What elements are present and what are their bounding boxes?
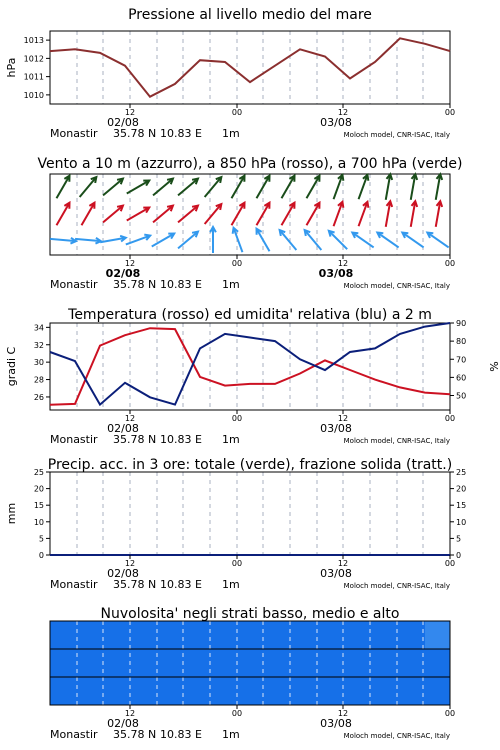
x-date-label: 03/08 (320, 116, 352, 129)
station-lat: 35.78 N (113, 578, 157, 591)
plot-frame (50, 31, 450, 104)
x-tick-label: 00 (444, 414, 456, 423)
wind-barb (210, 227, 216, 253)
x-date-label: 02/08 (107, 567, 139, 580)
station-lon: 10.83 E (160, 278, 202, 291)
x-date-label: 03/08 (318, 267, 354, 280)
wind-barb (359, 202, 369, 226)
x-tick-label: 12 (337, 259, 349, 268)
wind-barb (411, 201, 417, 227)
x-tick-label: 00 (231, 709, 243, 718)
cloud-chart (50, 606, 455, 741)
plot-frame (50, 472, 450, 555)
x-tick-label: 12 (124, 259, 136, 268)
y-tick-label: 1011 (23, 72, 44, 82)
cloud-cell (125, 621, 151, 649)
x-tick-label: 12 (124, 709, 136, 718)
cloud-cell (150, 649, 176, 677)
x-tick-label: 00 (231, 259, 243, 268)
wind-barb (305, 230, 322, 250)
cloud-cell (400, 621, 426, 649)
temperature-chart (5, 307, 500, 446)
wind-barb (75, 238, 101, 244)
y-tick-label-right: 70 (456, 355, 467, 365)
x-tick-label: 00 (444, 559, 456, 568)
pressure-line (50, 38, 450, 96)
station-name: Monastir (50, 578, 98, 591)
cloud-cell (225, 621, 251, 649)
x-date-label: 03/08 (320, 422, 352, 435)
wind-shaft (257, 176, 270, 199)
wind-barb (232, 176, 245, 199)
wind-barb (57, 203, 70, 226)
cloud-cell (100, 677, 126, 705)
wind-shaft (232, 176, 245, 199)
y-tick-label: 5 (38, 534, 44, 544)
pressure-chart (5, 7, 455, 140)
cloud-cell (375, 677, 401, 705)
wind-barb (307, 203, 320, 226)
chart-title: Nuvolosita' negli strati basso, medio e alto (100, 606, 400, 622)
station-lon: 10.83 E (160, 728, 202, 741)
wind-barb (178, 232, 198, 249)
y-tick-label: 34 (33, 323, 44, 333)
wind-barb (50, 238, 76, 244)
station-name: Monastir (50, 278, 98, 291)
wind-barb (334, 175, 344, 199)
wind-shaft (178, 232, 198, 249)
y-tick-label: 1012 (23, 54, 44, 64)
wind-barb (386, 201, 392, 227)
model-credit: Moloch model, CNR-ISAC, Italy (343, 131, 450, 139)
cloud-cell (325, 649, 351, 677)
wind-shaft (153, 206, 173, 223)
y-tick-label-right: 20 (456, 484, 467, 494)
wind-barb (282, 176, 295, 199)
cloud-cell (75, 649, 101, 677)
wind-barb (307, 176, 320, 199)
wind-barb (359, 175, 369, 199)
station-elevation: 1m (222, 728, 240, 741)
y-tick-label-right: 50 (456, 391, 467, 401)
cloud-cell (75, 621, 101, 649)
cloud-cell (175, 621, 201, 649)
cloud-cell (200, 677, 226, 705)
x-tick-label: 12 (124, 559, 136, 568)
wind-barb (257, 176, 270, 199)
wind-shaft (178, 206, 198, 223)
x-date-label: 02/08 (107, 116, 139, 129)
cloud-cell (425, 677, 451, 705)
y-axis-label: gradi C (5, 346, 18, 387)
x-date-label: 03/08 (320, 567, 352, 580)
x-tick-label: 00 (444, 709, 456, 718)
station-elevation: 1m (222, 433, 240, 446)
wind-barb (126, 235, 150, 245)
wind-shaft (57, 176, 70, 199)
y-tick-label: 28 (33, 375, 44, 385)
cloud-cell (150, 621, 176, 649)
y-tick-label-right: 60 (456, 373, 467, 383)
station-lon: 10.83 E (160, 578, 202, 591)
cloud-cell (100, 621, 126, 649)
cloud-cell (175, 649, 201, 677)
cloud-cell (275, 621, 301, 649)
x-tick-label: 12 (337, 559, 349, 568)
cloud-cell (350, 677, 376, 705)
y-tick-label-right: 25 (456, 468, 467, 477)
y-axis-label: mm (5, 502, 18, 525)
model-credit: Moloch model, CNR-ISAC, Italy (343, 582, 450, 590)
precip-chart (5, 457, 466, 591)
wind-barb (80, 177, 97, 197)
x-tick-label: 12 (337, 709, 349, 718)
y-tick-label-right: 90 (456, 319, 467, 328)
y-tick-label: 0 (38, 551, 44, 560)
y-tick-label: 20 (33, 484, 44, 494)
cloud-cell (300, 649, 326, 677)
cloud-cell (175, 677, 201, 705)
wind-barb (427, 233, 448, 248)
wind-shaft (307, 176, 320, 199)
y-tick-label: 30 (33, 358, 44, 368)
wind-barb (82, 203, 95, 226)
station-name: Monastir (50, 728, 98, 741)
cloud-cell (275, 677, 301, 705)
cloud-cell (325, 677, 351, 705)
y-tick-label-right: 80 (456, 337, 467, 347)
chart-title: Temperatura (rosso) ed umidita' relativa (blu) a 2 m (68, 307, 432, 323)
x-tick-label: 12 (337, 414, 349, 423)
cloud-cell (50, 677, 76, 705)
wind-barb (233, 228, 243, 252)
station-elevation: 1m (222, 578, 240, 591)
y-tick-label-right: 15 (456, 501, 467, 511)
x-tick-label: 12 (337, 108, 349, 117)
wind-barb (232, 203, 245, 226)
y-tick-label: 15 (33, 501, 44, 511)
cloud-cell (75, 677, 101, 705)
wind-chart (37, 156, 462, 291)
wind-barb (329, 231, 347, 249)
cloud-cell (250, 621, 276, 649)
station-name: Monastir (50, 127, 98, 140)
wind-barb (377, 233, 398, 248)
x-tick-label: 00 (444, 259, 456, 268)
cloud-cell (100, 649, 126, 677)
wind-barb (280, 230, 297, 250)
x-tick-label: 12 (124, 108, 136, 117)
cloud-cell (300, 677, 326, 705)
wind-barb (205, 177, 222, 197)
model-credit: Moloch model, CNR-ISAC, Italy (343, 282, 450, 290)
wind-barb (282, 203, 295, 226)
wind-barb (334, 202, 344, 226)
wind-shaft (178, 179, 198, 196)
cloud-cell (250, 677, 276, 705)
wind-barb (103, 206, 123, 223)
wind-barb (411, 174, 417, 200)
cloud-cell (200, 649, 226, 677)
wind-shaft (427, 233, 448, 248)
wind-barb (178, 206, 198, 223)
wind-shaft (282, 203, 295, 226)
cloud-cell (325, 621, 351, 649)
wind-barb (205, 204, 222, 224)
y-tick-label: 26 (33, 392, 44, 402)
x-tick-label: 00 (231, 108, 243, 117)
wind-shaft (103, 179, 123, 196)
wind-barb (103, 179, 123, 196)
wind-shaft (307, 203, 320, 226)
x-date-label: 02/08 (107, 717, 139, 730)
x-date-label: 02/08 (105, 267, 141, 280)
wind-shaft (282, 176, 295, 199)
wind-barb (436, 174, 442, 200)
cloud-cell (425, 649, 451, 677)
wind-barb (153, 179, 173, 196)
wind-barb (178, 179, 198, 196)
chart-title: Pressione al livello medio del mare (128, 7, 372, 23)
station-lon: 10.83 E (160, 433, 202, 446)
station-lat: 35.78 N (113, 728, 157, 741)
y-tick-label-right: 5 (456, 534, 462, 544)
wind-shaft (57, 203, 70, 226)
station-lat: 35.78 N (113, 127, 157, 140)
wind-barb (152, 234, 175, 247)
y-tick-label: 1010 (23, 90, 44, 100)
wind-shaft (205, 204, 222, 224)
x-tick-label: 00 (444, 108, 456, 117)
cloud-cell (350, 621, 376, 649)
x-tick-label: 12 (124, 414, 136, 423)
model-credit: Moloch model, CNR-ISAC, Italy (343, 437, 450, 445)
wind-shaft (80, 177, 97, 197)
wind-shaft (153, 179, 173, 196)
cloud-cell (400, 649, 426, 677)
humidity-line (50, 323, 450, 405)
wind-barb (57, 176, 70, 199)
wind-shaft (280, 230, 297, 250)
x-date-label: 03/08 (320, 717, 352, 730)
cloud-cell (125, 677, 151, 705)
cloud-cell (300, 621, 326, 649)
wind-shaft (205, 177, 222, 197)
station-lat: 35.78 N (113, 278, 157, 291)
wind-shaft (82, 203, 95, 226)
chart-title: Precip. acc. in 3 ore: totale (verde), frazione solida (tratt.) (47, 457, 453, 473)
cloud-cell (150, 677, 176, 705)
y-tick-label: 25 (33, 468, 44, 477)
wind-barb (153, 206, 173, 223)
station-elevation: 1m (222, 127, 240, 140)
chart-title: Vento a 10 m (azzurro), a 850 hPa (rosso), a 700 hPa (verde) (37, 156, 463, 172)
wind-barb (386, 174, 392, 200)
cloud-cell (200, 621, 226, 649)
wind-barb (402, 233, 423, 248)
y-tick-label-right: 10 (456, 517, 467, 527)
y-axis-label-right: % (487, 361, 500, 372)
y-tick-label: 10 (33, 517, 44, 527)
x-tick-label: 00 (231, 414, 243, 423)
y-tick-label: 1013 (23, 36, 44, 46)
y-tick-label-right: 0 (456, 551, 462, 560)
wind-shaft (329, 231, 347, 249)
wind-shaft (232, 203, 245, 226)
cloud-cell (425, 621, 451, 649)
wind-shaft (377, 233, 398, 248)
station-name: Monastir (50, 433, 98, 446)
wind-barb (100, 236, 126, 242)
cloud-cell (50, 649, 76, 677)
y-tick-label: 32 (33, 340, 44, 350)
wind-barb (436, 201, 442, 227)
wind-shaft (402, 233, 423, 248)
cloud-cell (350, 649, 376, 677)
cloud-cell (125, 649, 151, 677)
x-tick-label: 00 (231, 559, 243, 568)
cloud-cell (225, 649, 251, 677)
station-lat: 35.78 N (113, 433, 157, 446)
x-date-label: 02/08 (107, 422, 139, 435)
cloud-cell (225, 677, 251, 705)
cloud-cell (275, 649, 301, 677)
cloud-cell (375, 621, 401, 649)
y-axis-label: hPa (5, 57, 18, 78)
station-elevation: 1m (222, 278, 240, 291)
wind-shaft (103, 206, 123, 223)
cloud-cell (400, 677, 426, 705)
cloud-cell (50, 621, 76, 649)
wind-shaft (152, 234, 175, 247)
plot-frame (50, 174, 450, 255)
wind-shaft (305, 230, 322, 250)
model-credit: Moloch model, CNR-ISAC, Italy (343, 732, 450, 740)
station-lon: 10.83 E (160, 127, 202, 140)
